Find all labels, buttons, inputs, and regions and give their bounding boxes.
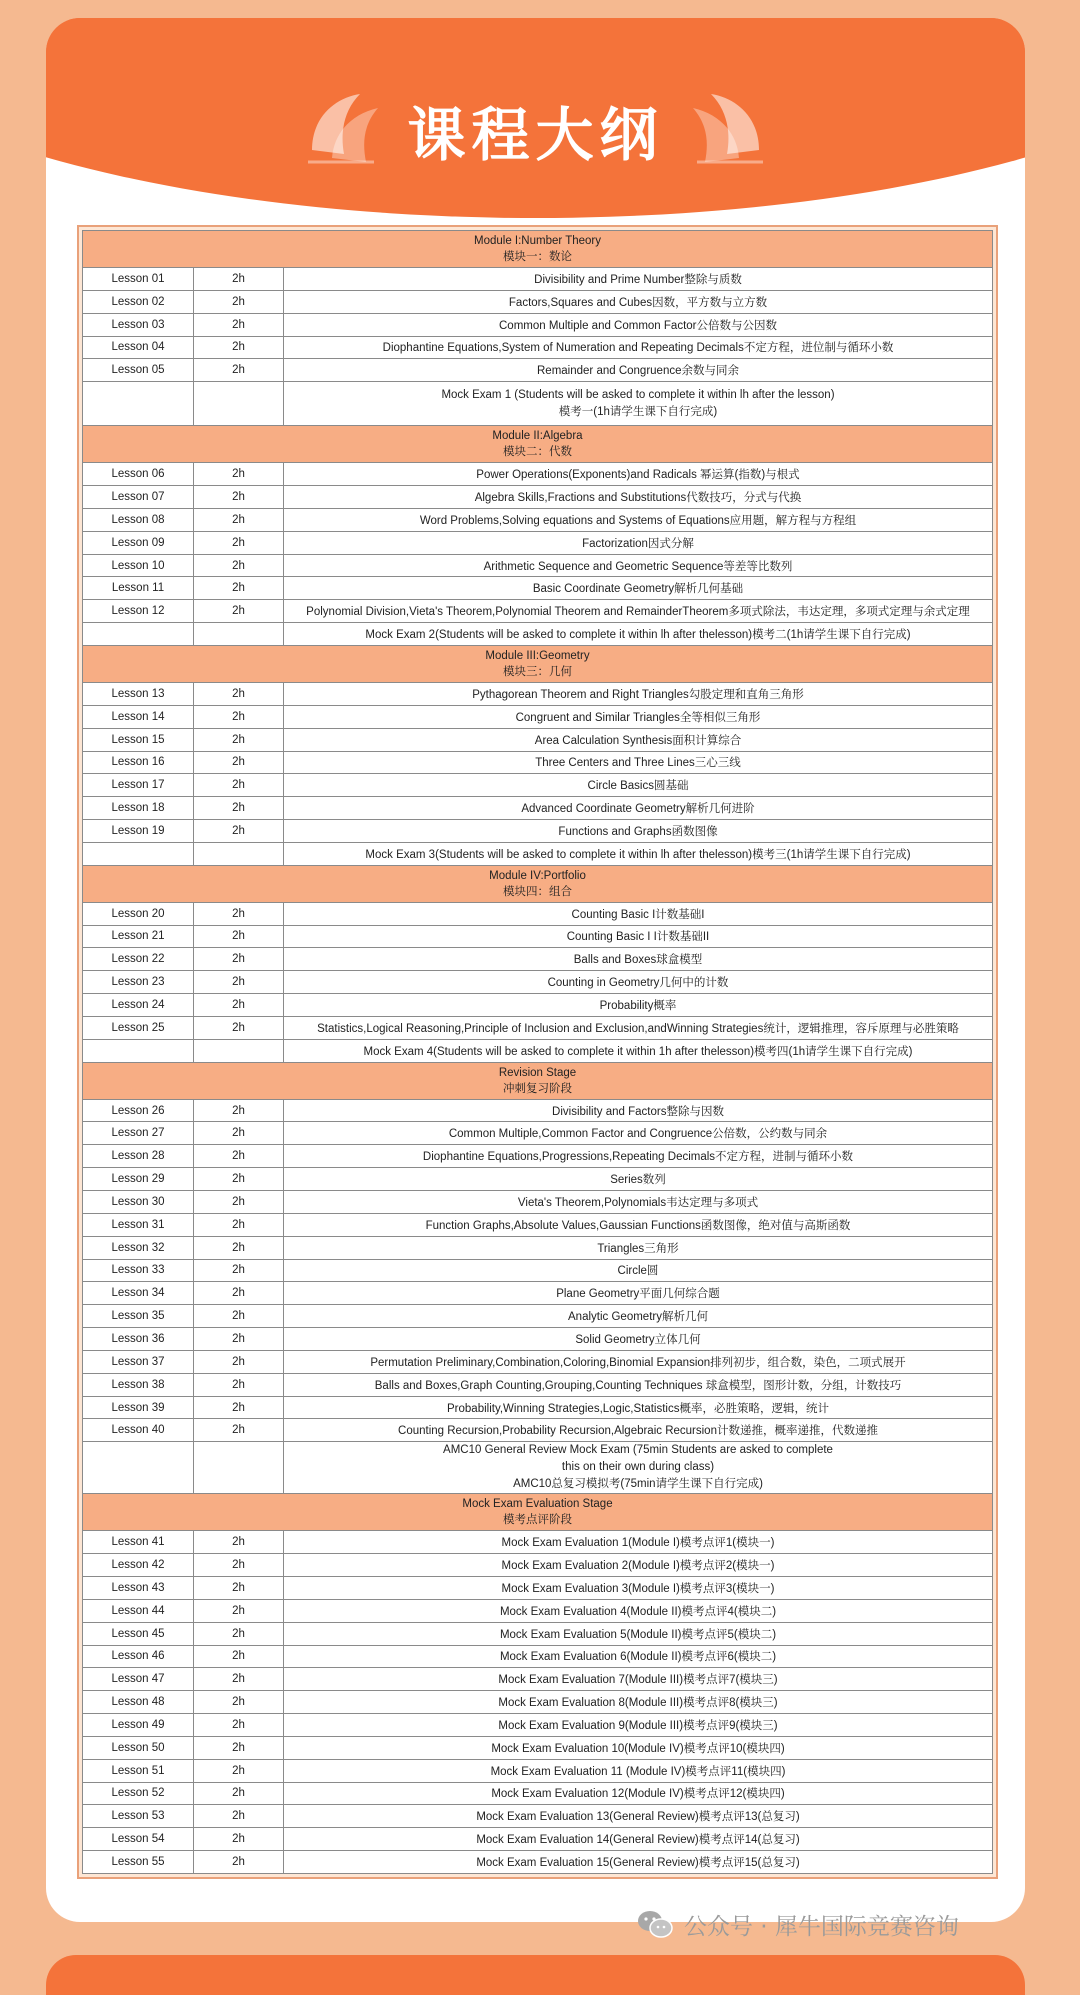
lesson-row [83,820,993,843]
lesson-hours: 2h [194,1373,284,1396]
module-header-row [83,231,993,268]
lesson-number: Lesson 35 [83,1305,194,1328]
module-header-row [83,1062,993,1099]
lesson-topic: Mock Exam 4(Students will be asked to complete it within 1h after thelesson)模考四(1h请学生课下自行完成) [284,1039,993,1062]
lesson-number: Lesson 55 [83,1851,194,1874]
lesson-row [83,1145,993,1168]
lesson-number: Lesson 24 [83,994,194,1017]
lesson-hours: 2h [194,1191,284,1214]
lesson-number: Lesson 16 [83,751,194,774]
lesson-topic: Mock Exam 2(Students will be asked to complete it within lh after thelesson)模考二(1h请学生课下自行完成) [284,623,993,646]
module-title: Module III:Geometry [485,649,590,662]
lesson-row [83,1373,993,1396]
lesson-row [83,902,993,925]
topic-line: 模考一(1h请学生课下自行完成) [558,405,718,418]
lesson-hours: 2h [194,1782,284,1805]
lesson-number: Lesson 26 [83,1099,194,1122]
lesson-topic [284,382,993,426]
lesson-number: Lesson 30 [83,1191,194,1214]
lesson-number: Lesson 48 [83,1691,194,1714]
lesson-row [83,1759,993,1782]
lesson-topic: Factors,Squares and Cubes因数，平方数与立方数 [284,290,993,313]
lesson-hours: 2h [194,728,284,751]
lesson-topic: Function Graphs,Absolute Values,Gaussian Functions函数图像，绝对值与高斯函数 [284,1213,993,1236]
lesson-hours [194,623,284,646]
lesson-row [83,1259,993,1282]
lesson-number: Lesson 34 [83,1282,194,1305]
lesson-number: Lesson 33 [83,1259,194,1282]
module-subtitle: 模考点评阶段 [503,1514,572,1527]
lesson-row [83,1668,993,1691]
mock-exam-row [83,1039,993,1062]
lesson-row [83,600,993,623]
topic-line: Mock Exam 1 (Students will be asked to complete it within lh after the lesson) [441,388,835,401]
lesson-topic: Mock Exam Evaluation 15(General Review)模考点评15(总复习) [284,1851,993,1874]
lesson-hours: 2h [194,1168,284,1191]
topic-line: this on their own during class) [561,1461,715,1474]
lesson-number: Lesson 13 [83,682,194,705]
lesson-row [83,577,993,600]
lesson-topic: Circle圆 [284,1259,993,1282]
lesson-topic: Common Multiple,Common Factor and Congruence公倍数，公约数与同余 [284,1122,993,1145]
lesson-topic: Balls and Boxes,Graph Counting,Grouping,Counting Techniques 球盒模型，图形计数，分组，计数技巧 [284,1373,993,1396]
lesson-number: Lesson 50 [83,1736,194,1759]
lesson-row [83,948,993,971]
lesson-hours [194,382,284,426]
lesson-topic: Mock Exam Evaluation 6(Module II)模考点评6(模块二) [284,1645,993,1668]
lesson-row [83,1236,993,1259]
lesson-number: Lesson 53 [83,1805,194,1828]
lesson-number: Lesson 18 [83,797,194,820]
lesson-hours: 2h [194,682,284,705]
lesson-topic: Counting Recursion,Probability Recursion,Algebraic Recursion计数递推，概率递推，代数递推 [284,1419,993,1442]
lesson-topic: Congruent and Similar Triangles全等相似三角形 [284,705,993,728]
lesson-row [83,797,993,820]
lesson-hours: 2h [194,1554,284,1577]
lesson-number: Lesson 27 [83,1122,194,1145]
lesson-number: Lesson 10 [83,554,194,577]
lesson-row [83,1122,993,1145]
lesson-row [83,336,993,359]
lesson-number: Lesson 12 [83,600,194,623]
lesson-number [83,382,194,426]
lesson-topic: Divisibility and Prime Number整除与质数 [284,268,993,291]
lesson-number: Lesson 20 [83,902,194,925]
mock-exam-row [83,623,993,646]
lesson-row [83,1851,993,1874]
lesson-hours: 2h [194,1691,284,1714]
lesson-number: Lesson 09 [83,531,194,554]
syllabus-card [46,18,1025,1922]
lesson-number: Lesson 54 [83,1828,194,1851]
lesson-hours: 2h [194,1851,284,1874]
lesson-hours: 2h [194,1622,284,1645]
lesson-hours: 2h [194,994,284,1017]
lesson-row [83,554,993,577]
lesson-hours: 2h [194,577,284,600]
module-subtitle: 模块四：组合 [503,885,572,898]
lesson-row [83,1419,993,1442]
lesson-topic: Counting Basic I计数基础I [284,902,993,925]
lesson-hours: 2h [194,600,284,623]
module-header-row [83,1494,993,1531]
module-header [83,1062,993,1099]
lesson-hours: 2h [194,1396,284,1419]
lesson-hours: 2h [194,531,284,554]
lesson-topic: Triangles三角形 [284,1236,993,1259]
module-header [83,645,993,682]
lesson-hours: 2h [194,463,284,486]
lesson-hours: 2h [194,1419,284,1442]
lesson-number [83,1442,194,1494]
module-header-row [83,426,993,463]
lesson-hours: 2h [194,554,284,577]
lesson-row [83,268,993,291]
module-title: Module I:Number Theory [474,235,601,247]
lesson-row [83,531,993,554]
lesson-number: Lesson 14 [83,705,194,728]
lesson-topic: Advanced Coordinate Geometry解析几何进阶 [284,797,993,820]
lesson-number: Lesson 05 [83,359,194,382]
lesson-topic: Analytic Geometry解析几何 [284,1305,993,1328]
module-header [83,426,993,463]
footer-strip [46,1955,1025,1995]
lesson-topic: Mock Exam Evaluation 4(Module II)模考点评4(模块二) [284,1599,993,1622]
lesson-number: Lesson 22 [83,948,194,971]
lesson-row [83,994,993,1017]
lesson-row [83,1191,993,1214]
module-header [83,1494,993,1531]
module-subtitle: 模块三：几何 [503,665,572,678]
lesson-topic: Balls and Boxes球盒模型 [284,948,993,971]
lesson-number: Lesson 28 [83,1145,194,1168]
lesson-row [83,1714,993,1737]
lesson-topic: Mock Exam Evaluation 7(Module III)模考点评7(模块三) [284,1668,993,1691]
lesson-topic: Common Multiple and Common Factor公倍数与公因数 [284,313,993,336]
lesson-hours: 2h [194,1531,284,1554]
lesson-hours: 2h [194,1282,284,1305]
lesson-number: Lesson 29 [83,1168,194,1191]
lesson-hours: 2h [194,1599,284,1622]
module-header [83,231,993,268]
lesson-hours: 2h [194,290,284,313]
lesson-hours: 2h [194,1645,284,1668]
lesson-hours: 2h [194,1099,284,1122]
lesson-topic: Mock Exam Evaluation 9(Module III)模考点评9(模块三) [284,1714,993,1737]
lesson-topic: Word Problems,Solving equations and Systems of Equations应用题，解方程与方程组 [284,508,993,531]
module-header-row [83,645,993,682]
lesson-hours: 2h [194,1759,284,1782]
lesson-hours: 2h [194,1122,284,1145]
mock-exam-row [83,1442,993,1494]
lesson-row [83,1213,993,1236]
lesson-hours: 2h [194,1145,284,1168]
lesson-hours: 2h [194,1828,284,1851]
lesson-row [83,1691,993,1714]
lesson-hours: 2h [194,1236,284,1259]
lesson-row [83,1531,993,1554]
lesson-topic: Mock Exam Evaluation 10(Module IV)模考点评10(模块四) [284,1736,993,1759]
lesson-number: Lesson 04 [83,336,194,359]
lesson-number: Lesson 43 [83,1576,194,1599]
lesson-hours: 2h [194,1016,284,1039]
lesson-number: Lesson 01 [83,268,194,291]
lesson-row [83,1805,993,1828]
lesson-hours: 2h [194,902,284,925]
module-header [83,865,993,902]
watermark-text: 公众号 · 犀牛国际竞赛咨询 [684,1913,959,1940]
lesson-topic: Statistics,Logical Reasoning,Principle of Inclusion and Exclusion,andWinning Strategies统计，逻辑推理，容斥原理与必胜策略 [284,1016,993,1039]
lesson-topic: Mock Exam Evaluation 11 (Module IV)模考点评11(模块四) [284,1759,993,1782]
lesson-hours: 2h [194,1736,284,1759]
lesson-row [83,925,993,948]
module-header-row [83,865,993,902]
lesson-number: Lesson 49 [83,1714,194,1737]
lesson-topic: Mock Exam Evaluation 14(General Review)模考点评14(总复习) [284,1828,993,1851]
module-title: Mock Exam Evaluation Stage [462,1498,613,1511]
lesson-number: Lesson 37 [83,1350,194,1373]
lesson-topic: Mock Exam Evaluation 13(General Review)模考点评13(总复习) [284,1805,993,1828]
lesson-number: Lesson 03 [83,313,194,336]
lesson-row [83,463,993,486]
lesson-topic: Polynomial Division,Vieta's Theorem,Polynomial Theorem and RemainderTheorem多项式除法，韦达定理，多项式定理与余式定理 [284,600,993,623]
lesson-number: Lesson 32 [83,1236,194,1259]
lesson-topic: Mock Exam Evaluation 8(Module III)模考点评8(模块三) [284,1691,993,1714]
module-title: Revision Stage [498,1066,577,1079]
lesson-hours: 2h [194,508,284,531]
lesson-topic: Mock Exam Evaluation 2(Module I)模考点评2(模块一) [284,1554,993,1577]
lesson-hours [194,1442,284,1494]
lesson-topic: Divisibility and Factors整除与因数 [284,1099,993,1122]
wechat-icon [636,1909,674,1939]
lesson-number: Lesson 08 [83,508,194,531]
lesson-row [83,313,993,336]
lesson-hours: 2h [194,971,284,994]
lesson-hours: 2h [194,925,284,948]
lesson-topic: Series数列 [284,1168,993,1191]
lesson-number: Lesson 19 [83,820,194,843]
module-subtitle: 模块一：数论 [503,251,572,263]
lesson-topic: Probability,Winning Strategies,Logic,Statistics概率，必胜策略，逻辑，统计 [284,1396,993,1419]
lesson-topic [284,1442,993,1494]
lesson-number: Lesson 07 [83,486,194,509]
lesson-row [83,1599,993,1622]
lesson-topic: Counting in Geometry几何中的计数 [284,971,993,994]
lesson-hours: 2h [194,1805,284,1828]
lesson-row [83,1328,993,1351]
watermark [636,1904,959,1944]
lesson-row [83,486,993,509]
lesson-number: Lesson 44 [83,1599,194,1622]
lesson-row [83,508,993,531]
lesson-topic: Solid Geometry立体几何 [284,1328,993,1351]
mock-exam-row [83,842,993,865]
lesson-number: Lesson 41 [83,1531,194,1554]
lesson-number: Lesson 47 [83,1668,194,1691]
lesson-hours: 2h [194,359,284,382]
lesson-row [83,705,993,728]
lesson-hours: 2h [194,948,284,971]
lesson-hours: 2h [194,1259,284,1282]
syllabus-table-frame [77,225,998,1879]
lesson-row [83,1576,993,1599]
lesson-number: Lesson 23 [83,971,194,994]
lesson-row [83,1554,993,1577]
lesson-number [83,842,194,865]
lesson-row [83,1645,993,1668]
lesson-topic: Permutation Preliminary,Combination,Coloring,Binomial Expansion排列初步，组合数，染色，二项式展开 [284,1350,993,1373]
lesson-topic: Pythagorean Theorem and Right Triangles勾股定理和直角三角形 [284,682,993,705]
lesson-topic: Power Operations(Exponents)and Radicals 幂运算(指数)与根式 [284,463,993,486]
lesson-topic: Mock Exam 3(Students will be asked to complete it within lh after thelesson)模考三(1h请学生课下自行完成) [284,842,993,865]
lesson-topic: Diophantine Equations,Progressions,Repeating Decimals不定方程，进制与循环小数 [284,1145,993,1168]
lesson-number: Lesson 52 [83,1782,194,1805]
lesson-hours: 2h [194,1576,284,1599]
lesson-hours: 2h [194,797,284,820]
lesson-number: Lesson 40 [83,1419,194,1442]
lesson-number: Lesson 06 [83,463,194,486]
lesson-row [83,751,993,774]
page-title: 课程大纲 [407,101,664,169]
lesson-row [83,1828,993,1851]
lesson-row [83,1016,993,1039]
lesson-hours: 2h [194,705,284,728]
lesson-topic: Counting Basic I I计数基础II [284,925,993,948]
lesson-topic: Plane Geometry平面几何综合题 [284,1282,993,1305]
lesson-number: Lesson 11 [83,577,194,600]
lesson-number: Lesson 15 [83,728,194,751]
lesson-row [83,359,993,382]
lesson-topic: Mock Exam Evaluation 1(Module I)模考点评1(模块一) [284,1531,993,1554]
lesson-hours: 2h [194,1328,284,1351]
lesson-topic: Diophantine Equations,System of Numeration and Repeating Decimals不定方程，进位制与循环小数 [284,336,993,359]
lesson-topic: Algebra Skills,Fractions and Substitutions代数技巧，分式与代换 [284,486,993,509]
topic-line: AMC10总复习模拟考(75min请学生课下自行完成) [513,1478,763,1491]
lesson-topic: Arithmetic Sequence and Geometric Sequence等差等比数列 [284,554,993,577]
lesson-row [83,1099,993,1122]
lesson-row [83,682,993,705]
lesson-hours [194,1039,284,1062]
lesson-row [83,1350,993,1373]
syllabus-table [82,230,993,1874]
lesson-row [83,1282,993,1305]
lesson-number: Lesson 45 [83,1622,194,1645]
lesson-row [83,1305,993,1328]
mock-exam-row [83,382,993,426]
lesson-hours: 2h [194,268,284,291]
lesson-topic: Three Centers and Three Lines三心三线 [284,751,993,774]
lesson-topic: Functions and Graphs函数图像 [284,820,993,843]
lesson-topic: Vieta's Theorem,Polynomials韦达定理与多项式 [284,1191,993,1214]
lesson-number: Lesson 17 [83,774,194,797]
lesson-number [83,1039,194,1062]
lesson-number: Lesson 42 [83,1554,194,1577]
lesson-row [83,1622,993,1645]
lesson-topic: Basic Coordinate Geometry解析几何基础 [284,577,993,600]
lesson-number: Lesson 21 [83,925,194,948]
lesson-number: Lesson 25 [83,1016,194,1039]
lesson-hours: 2h [194,1213,284,1236]
lesson-row [83,1168,993,1191]
module-subtitle: 冲刺复习阶段 [503,1082,572,1095]
lesson-row [83,971,993,994]
lesson-number: Lesson 02 [83,290,194,313]
lesson-hours: 2h [194,820,284,843]
lesson-topic: Remainder and Congruence余数与同余 [284,359,993,382]
lesson-topic: Mock Exam Evaluation 3(Module I)模考点评3(模块一) [284,1576,993,1599]
lesson-hours: 2h [194,1305,284,1328]
lesson-hours: 2h [194,486,284,509]
lesson-row [83,1782,993,1805]
module-subtitle: 模块二：代数 [503,446,572,459]
lesson-number: Lesson 31 [83,1213,194,1236]
lesson-hours: 2h [194,751,284,774]
topic-line: AMC10 General Review Mock Exam (75min Students are asked to complete [443,1444,833,1457]
lesson-topic: Area Calculation Synthesis面积计算综合 [284,728,993,751]
lesson-number: Lesson 39 [83,1396,194,1419]
lesson-hours: 2h [194,1714,284,1737]
lesson-row [83,1396,993,1419]
lesson-number: Lesson 36 [83,1328,194,1351]
lesson-topic: Factorization因式分解 [284,531,993,554]
lesson-row [83,1736,993,1759]
lesson-hours: 2h [194,336,284,359]
lesson-topic: Mock Exam Evaluation 12(Module IV)模考点评12(模块四) [284,1782,993,1805]
module-title: Module II:Algebra [492,430,583,443]
lesson-topic: Probability概率 [284,994,993,1017]
lesson-row [83,728,993,751]
lesson-hours: 2h [194,1668,284,1691]
lesson-topic: Circle Basics圆基础 [284,774,993,797]
lesson-row [83,290,993,313]
lesson-hours [194,842,284,865]
lesson-number [83,623,194,646]
leaf-decoration-icon [687,88,767,168]
lesson-number: Lesson 51 [83,1759,194,1782]
lesson-hours: 2h [194,313,284,336]
lesson-topic: Mock Exam Evaluation 5(Module II)模考点评5(模块二) [284,1622,993,1645]
lesson-number: Lesson 38 [83,1373,194,1396]
lesson-hours: 2h [194,774,284,797]
lesson-row [83,774,993,797]
lesson-number: Lesson 46 [83,1645,194,1668]
lesson-hours: 2h [194,1350,284,1373]
module-title: Module IV:Portfolio [489,869,586,882]
